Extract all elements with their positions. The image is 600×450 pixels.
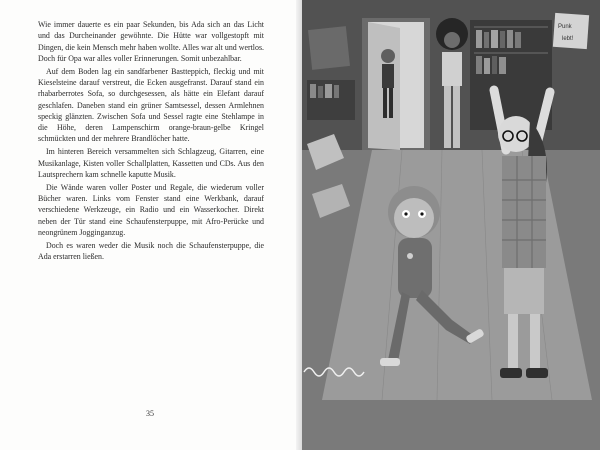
sign-line-1: Punk bbox=[558, 24, 572, 30]
page-number: 35 bbox=[146, 409, 154, 418]
sign-line-2: lebt! bbox=[562, 36, 574, 42]
paragraph-3: Im hinteren Bereich versammelten sich Schlagzeug, Gitarren, eine Musikanlage, Kisten voller Schallplatten, Kassetten und CDs. Aus den Lautsprechern kam schnelle kaputte Musik. bbox=[38, 147, 264, 179]
bookshelf-right bbox=[470, 20, 552, 130]
illustration bbox=[302, 0, 600, 450]
right-page bbox=[302, 0, 600, 450]
text-block bbox=[38, 19, 264, 264]
bookshelf-left bbox=[307, 80, 355, 120]
paragraph-4: Die Wände waren voller Poster und Regale, die wiederum voller Bücher waren. Links vom Fenster stand eine Werkbank, darauf verschiedene Werkzeuge, ein Radio und ein Wasserkocher. Direkt neben der Tür stand eine Schaufensterpuppe, mit Afro-Perücke und neongrünem Jogginganzug. bbox=[38, 182, 264, 237]
paragraph-2: Auf dem Boden lag ein sandfarbener Bastteppich, fleckig und mit Kieselsteine darauf verstreut, die Ecken ausgefranst. Darauf stand ein rhabarberrotes Sofa, so durchgesessen, als hätte ein Elefant darauf geschlafen. Daneben stand ein grüner Samtsessel, dessen Armlehnen speckig glänzten. Zwischen Sofa und Sessel ragte eine Stehlampe in die Höhe, deren Lampenschirm orange-braun-gelbe Kringel schmückten und der mehrere Brandlöcher hatte. bbox=[38, 66, 264, 144]
paragraph-5: Doch es waren weder die Musik noch die Schaufensterpuppe, die Ada erstarren ließen. bbox=[38, 240, 264, 261]
poster-left bbox=[308, 26, 350, 70]
punk-sign bbox=[553, 13, 589, 49]
paragraph-1: Wie immer dauerte es ein paar Sekunden, bis Ada sich an das Licht und das Durcheinander gewöhnte. Die Hütte war vollgestopft mit Dingen, die kein Mensch mehr haben wollte. Alles war alt und wertlos. Doch für Opa war alles voller Erinnerungen. Somit unbezahlbar. bbox=[38, 20, 264, 63]
